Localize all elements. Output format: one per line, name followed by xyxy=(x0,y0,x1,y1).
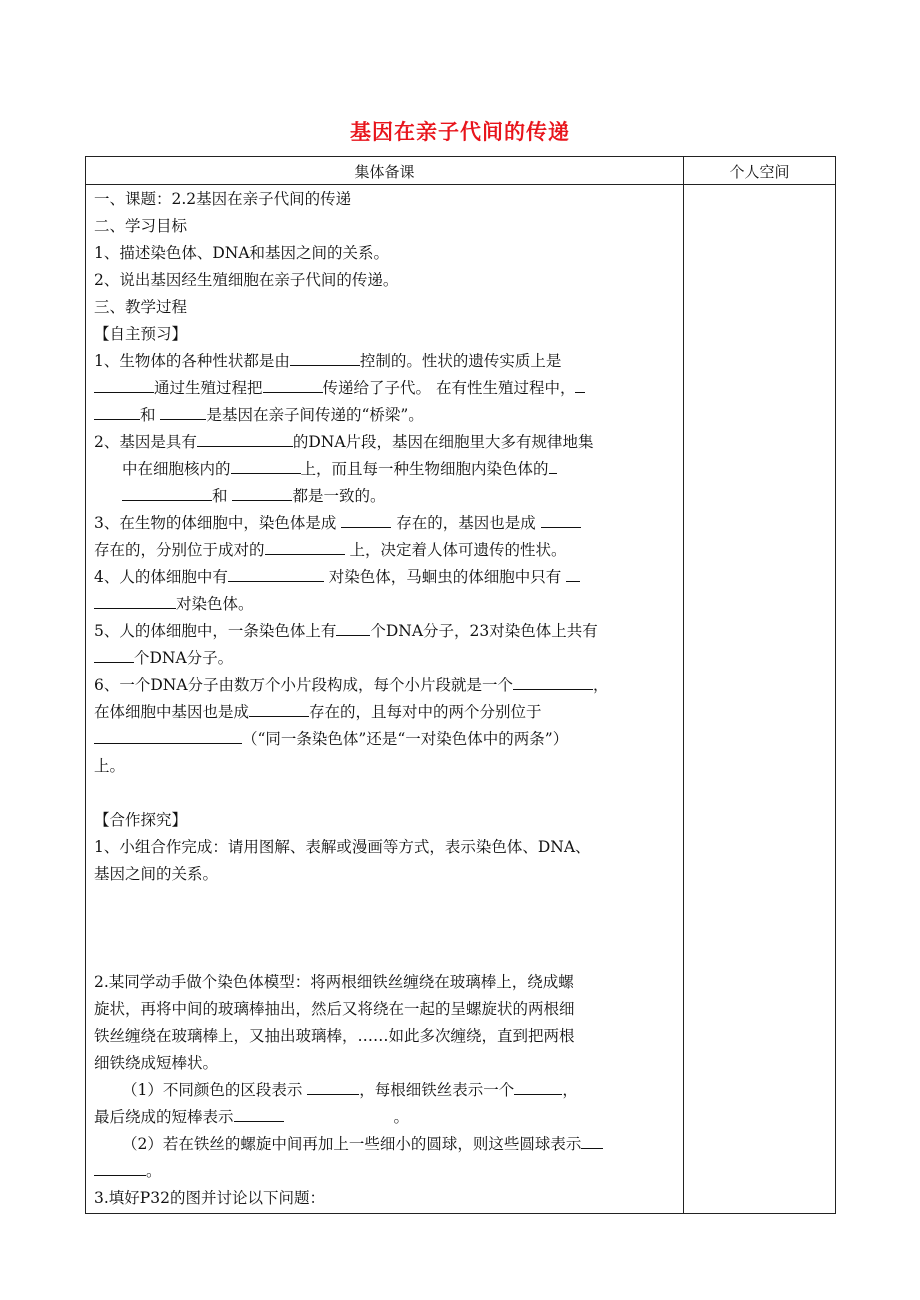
fill-blank[interactable] xyxy=(160,404,206,420)
page-title: 基因在亲子代间的传递 xyxy=(350,120,570,144)
fill-blank[interactable] xyxy=(541,512,581,528)
fill-blank[interactable] xyxy=(549,458,557,474)
inquiry-3-line-1: 3.填好P32的图并讨论以下问题： xyxy=(94,1189,325,1207)
fill-blank[interactable] xyxy=(581,1133,603,1149)
question-3-line-2: 存在的，分别位于成对的 上，决定着人体可遗传的性状。 xyxy=(94,541,567,559)
inquiry-2-sub-2: （2）若在铁丝的螺旋中间再加上一些细小的圆球，则这些圆球表示 xyxy=(94,1131,678,1158)
question-5-line-2: 个DNA分子。 xyxy=(94,645,678,672)
lesson-table xyxy=(85,156,836,1214)
inquiry-2-sub-1-cont: 最后绕成的短棒表示 。 xyxy=(94,1108,410,1126)
inquiry-1-line-2: 基因之间的关系。 xyxy=(94,865,219,883)
fill-blank[interactable] xyxy=(265,539,345,555)
self-preview-heading: 【自主预习】 xyxy=(94,325,188,343)
question-4-line-2: 对染色体。 xyxy=(94,591,678,618)
inquiry-2-sub-1: （1）不同颜色的区段表示 ，每根细铁丝表示一个 ， xyxy=(122,1081,578,1099)
fill-blank[interactable] xyxy=(232,485,292,501)
fill-blank[interactable] xyxy=(94,647,134,663)
objective-1: 1、描述染色体、DNA和基因之间的关系。 xyxy=(94,244,390,262)
fill-blank[interactable] xyxy=(228,566,324,582)
inquiry-2-sub-2-cont: 。 xyxy=(94,1158,678,1185)
fill-blank[interactable] xyxy=(94,404,140,420)
header-divider xyxy=(86,184,835,185)
question-2-line-2: 中在细胞核内的 上，而且每一种生物细胞内染色体的 xyxy=(94,456,678,483)
fill-blank[interactable] xyxy=(290,350,360,366)
fill-blank[interactable] xyxy=(94,593,176,609)
inquiry-2-line-4: 细铁绕成短棒状。 xyxy=(94,1054,219,1072)
column-divider xyxy=(683,157,684,1213)
inquiry-2-line-1: 2.某同学动手做个染色体模型：将两根细铁丝缠绕在玻璃棒上，绕成螺 xyxy=(94,973,574,991)
question-5-line-1: 5、人的体细胞中，一条染色体上有 个DNA分子，23对染色体上共有 xyxy=(94,622,598,640)
fill-blank[interactable] xyxy=(94,1160,146,1176)
question-3-line-1: 3、在生物的体细胞中，染色体是成 存在的，基因也是成 xyxy=(94,510,678,537)
fill-blank[interactable] xyxy=(197,431,293,447)
inquiry-2-line-3: 铁丝缠绕在玻璃棒上，又抽出玻璃棒，……如此多次缠绕，直到把两根 xyxy=(94,1027,575,1045)
fill-blank[interactable] xyxy=(514,1079,562,1095)
fill-blank[interactable] xyxy=(513,674,593,690)
question-6-line-3: （“同一条染色体”还是“一对染色体中的两条”） xyxy=(94,726,678,753)
question-6-line-2: 在体细胞中基因也是成 存在的，且每对中的两个分别位于 xyxy=(94,703,542,721)
question-1-line-1: 1、生物体的各种性状都是由 控制的。性状的遗传实质上是 xyxy=(94,352,562,370)
fill-blank[interactable] xyxy=(263,377,323,393)
header-personal-space: 个人空间 xyxy=(729,163,790,181)
fill-blank[interactable] xyxy=(94,377,154,393)
fill-blank[interactable] xyxy=(575,377,585,393)
fill-blank[interactable] xyxy=(122,485,212,501)
objectives-heading: 二、学习目标 xyxy=(94,217,188,235)
question-2-line-3: 和 都是一致的。 xyxy=(94,483,678,510)
question-2-line-1: 2、基因是具有 的DNA片段，基因在细胞里大多有规律地集 xyxy=(94,433,594,451)
question-6-line-1: 6、一个DNA分子由数万个小片段构成，每个小片段就是一个 ， xyxy=(94,676,609,694)
question-4-line-1: 4、人的体细胞中有 对染色体，马蛔虫的体细胞中只有 xyxy=(94,564,678,591)
fill-blank[interactable] xyxy=(341,512,391,528)
cooperative-inquiry-heading: 【合作探究】 xyxy=(94,811,188,829)
question-6-line-4: 上。 xyxy=(94,757,126,775)
fill-blank[interactable] xyxy=(234,1106,284,1122)
lesson-content xyxy=(94,186,678,1212)
inquiry-1-line-1: 1、小组合作完成：请用图解、表解或漫画等方式，表示染色体、DNA、 xyxy=(94,838,591,856)
question-1-line-3: 和 是基因在亲子间传递的“桥梁”。 xyxy=(94,402,678,429)
process-heading: 三、教学过程 xyxy=(94,298,188,316)
fill-blank[interactable] xyxy=(336,620,370,636)
header-collective-prep: 集体备课 xyxy=(354,163,415,181)
fill-blank[interactable] xyxy=(566,566,580,582)
fill-blank[interactable] xyxy=(94,728,242,744)
fill-blank[interactable] xyxy=(307,1079,359,1095)
fill-blank[interactable] xyxy=(231,458,301,474)
question-1-line-2: 通过生殖过程把 传递给了子代。 在有性生殖过程中， xyxy=(94,375,678,402)
inquiry-2-line-2: 旋状，再将中间的玻璃棒抽出，然后又将绕在一起的呈螺旋状的两根细 xyxy=(94,1000,575,1018)
objective-2: 2、说出基因经生殖细胞在亲子代间的传递。 xyxy=(94,271,399,289)
fill-blank[interactable] xyxy=(249,701,309,717)
topic-line: 一、课题：2.2基因在亲子代间的传递 xyxy=(94,190,352,208)
